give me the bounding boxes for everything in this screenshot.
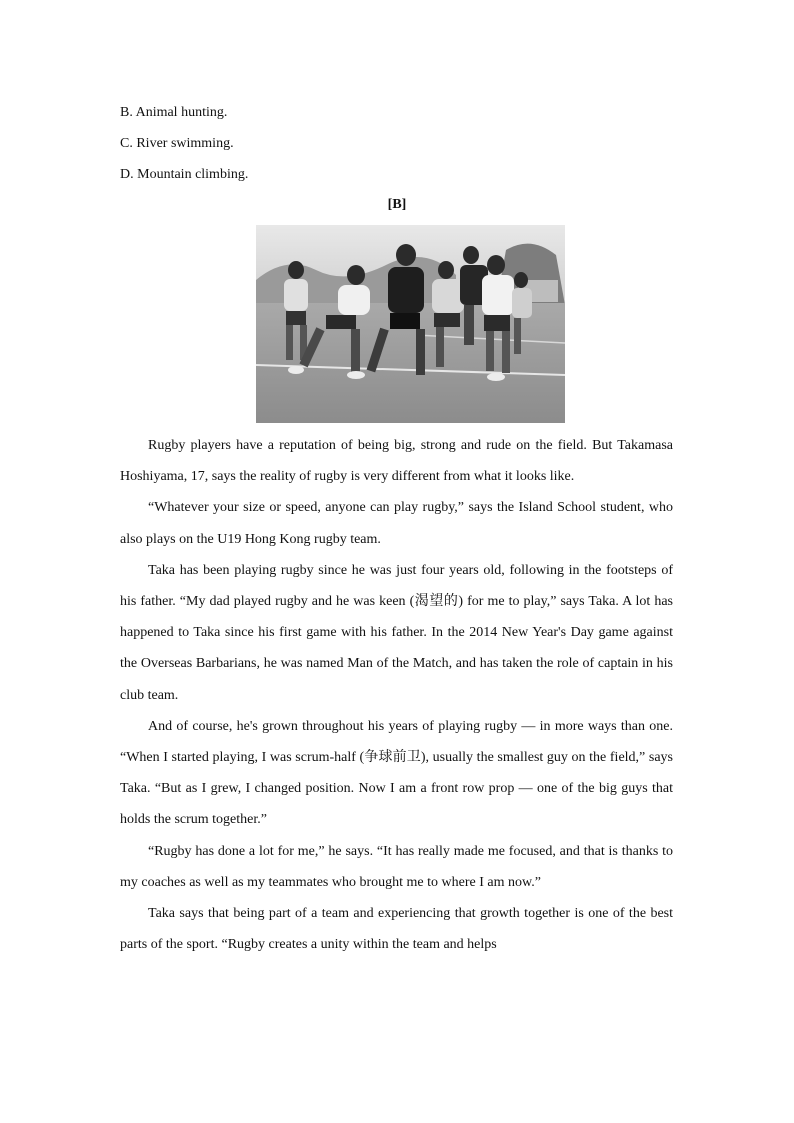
paragraph-3: Taka has been playing rugby since he was just four years old, following in the footsteps of his father. “My dad played rugby and he was keen (渴望的) for me to play,” says Taka. A lot has happened to Taka since his first game with his father. In the 2014 New Year's Day game against the Overseas Barbarians, he was named Man of the Match, and has taken the role of captain in his club team.	[120, 562, 673, 703]
paragraph-6: Taka says that being part of a team and experiencing that growth together is one of the best parts of the sport. “Rugby creates a unity within the team and helps	[120, 906, 673, 953]
paragraph-2: “Whatever your size or speed, anyone can play rugby,” says the Island School student, who also plays on the U19 Hong Kong rugby team.	[120, 500, 673, 547]
option-c-text: River swimming.	[136, 136, 234, 151]
option-d	[120, 166, 248, 184]
paragraph-1: Rugby players have a reputation of being big, strong and rude on the field. But Takamasa Hoshiyama, 17, says the reality of rugby is very different from what it looks like.	[120, 438, 673, 485]
article-body	[120, 430, 673, 960]
paragraph-4: And of course, he's grown throughout his years of playing rugby — in more ways than one. “When I started playing, I was scrum-half (争球前卫), usually the smallest guy on the field,” says Taka. “But as I grew, I changed position. Now I am a front row prop — one of the big guys that holds the scrum together.”	[120, 718, 673, 828]
option-d-text: Mountain climbing.	[137, 167, 249, 182]
option-c-letter: C.	[120, 136, 133, 151]
rugby-players-photo	[256, 225, 565, 423]
option-b	[120, 104, 227, 122]
option-b-letter: B.	[120, 105, 133, 120]
paragraph-5: “Rugby has done a lot for me,” he says. “It has really made me focused, and that is thanks to my coaches as well as my teammates who brought me to where I am now.”	[120, 843, 673, 890]
option-b-text: Animal hunting.	[135, 105, 228, 120]
option-d-letter: D.	[120, 167, 134, 182]
section-label: [B]	[387, 197, 407, 212]
option-c	[120, 135, 234, 153]
